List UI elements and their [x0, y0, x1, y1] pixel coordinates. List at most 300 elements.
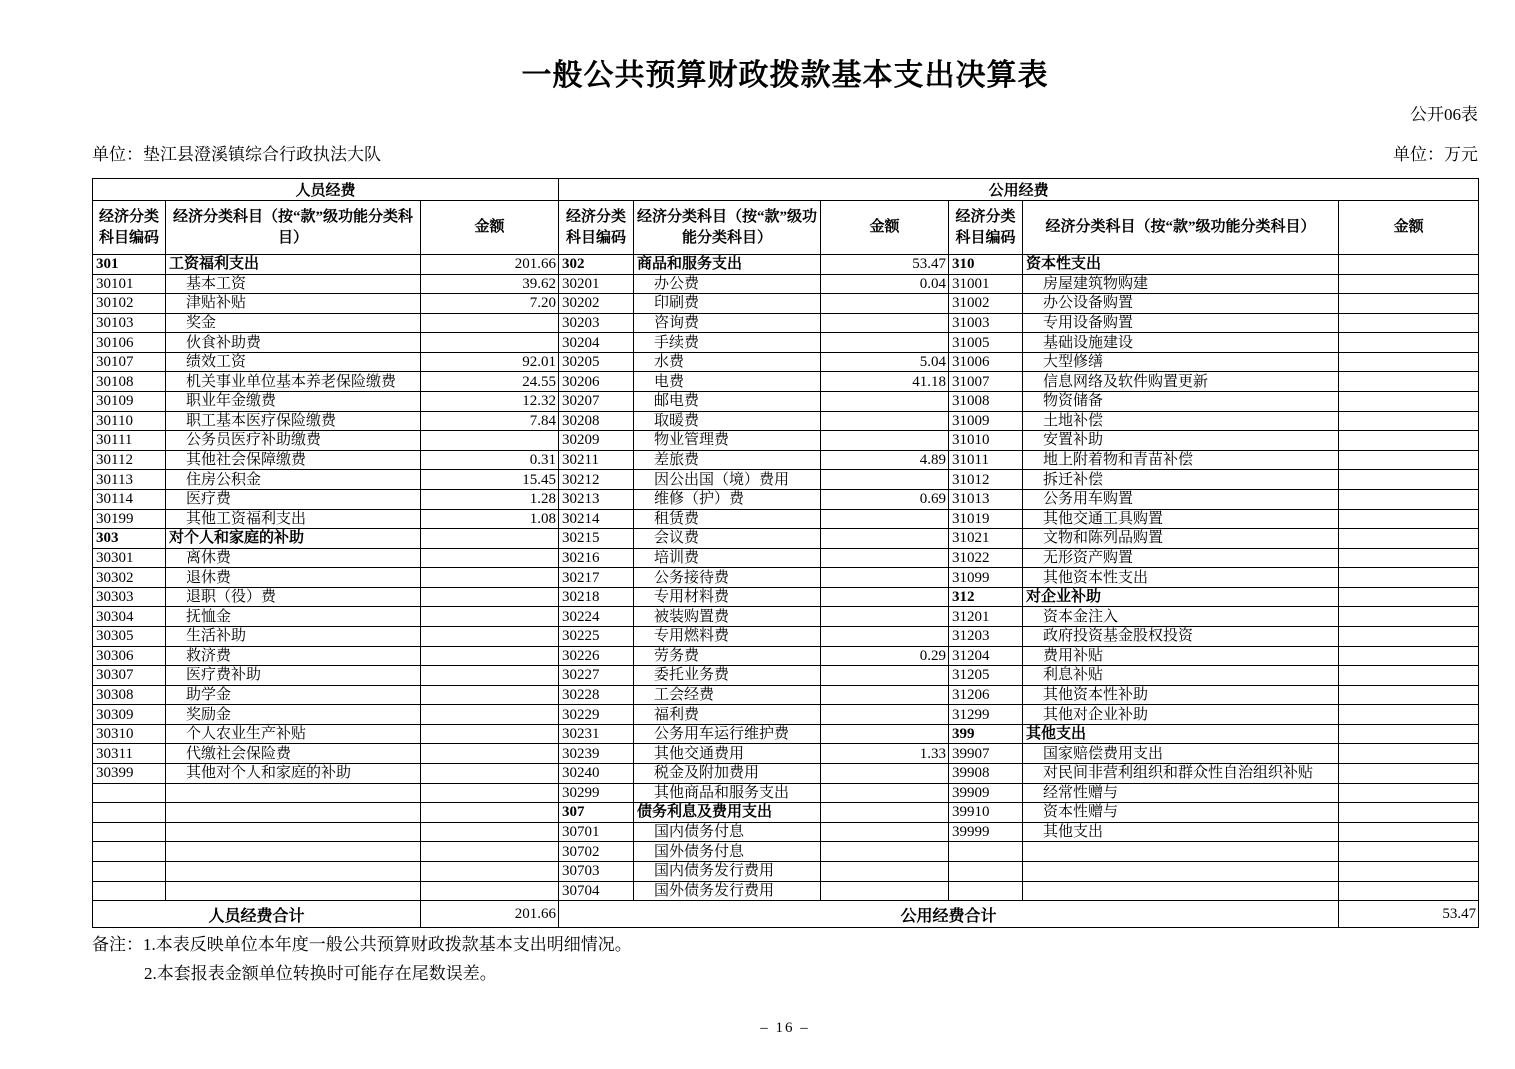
code-cell: 39909 — [949, 783, 1023, 803]
code-cell: 30226 — [559, 646, 634, 666]
code-cell: 30205 — [559, 352, 634, 372]
amount-cell: 12.32 — [421, 392, 559, 412]
amount-cell: 24.55 — [421, 372, 559, 392]
code-cell: 30229 — [559, 705, 634, 725]
amount-cell — [821, 705, 949, 725]
subject-cell: 公务接待费 — [634, 568, 821, 588]
code-cell: 31206 — [949, 685, 1023, 705]
code-cell: 301 — [93, 255, 166, 275]
amount-cell — [421, 705, 559, 725]
amount-cell: 39.62 — [421, 274, 559, 294]
notes-block — [92, 930, 632, 988]
subject-cell — [1023, 861, 1339, 881]
subject-cell: 拆迁补偿 — [1023, 470, 1339, 490]
subject-cell: 工资福利支出 — [166, 255, 421, 275]
subject-cell: 助学金 — [166, 685, 421, 705]
table-row — [93, 313, 1479, 333]
code-cell: 39907 — [949, 744, 1023, 764]
amount-cell — [821, 666, 949, 686]
amount-cell — [1339, 352, 1479, 372]
code-cell: 30299 — [559, 783, 634, 803]
code-cell — [93, 861, 166, 881]
table-row — [93, 744, 1479, 764]
code-cell: 30311 — [93, 744, 166, 764]
subject-cell: 取暖费 — [634, 411, 821, 431]
code-cell: 30106 — [93, 333, 166, 353]
amount-cell — [1339, 392, 1479, 412]
code-cell: 31204 — [949, 646, 1023, 666]
subject-cell: 医疗费 — [166, 489, 421, 509]
amount-cell — [421, 764, 559, 784]
table-row — [93, 294, 1479, 314]
code-cell: 30309 — [93, 705, 166, 725]
amount-cell — [821, 294, 949, 314]
column-header-amount: 金额 — [421, 201, 559, 255]
code-cell: 30101 — [93, 274, 166, 294]
code-cell — [93, 783, 166, 803]
code-cell: 30304 — [93, 607, 166, 627]
subject-cell: 公务员医疗补助缴费 — [166, 431, 421, 451]
amount-cell — [821, 548, 949, 568]
subject-cell: 津贴补贴 — [166, 294, 421, 314]
subject-cell: 基本工资 — [166, 274, 421, 294]
code-cell: 30199 — [93, 509, 166, 529]
subject-cell: 被装购置费 — [634, 607, 821, 627]
subject-cell: 资本性赠与 — [1023, 803, 1339, 823]
amount-cell — [1339, 431, 1479, 451]
subject-cell: 印刷费 — [634, 294, 821, 314]
subject-cell: 因公出国（境）费用 — [634, 470, 821, 490]
subject-cell: 文物和陈列品购置 — [1023, 529, 1339, 549]
amount-cell — [1339, 548, 1479, 568]
code-cell: 31005 — [949, 333, 1023, 353]
code-cell: 30301 — [93, 548, 166, 568]
table-row — [93, 881, 1479, 901]
code-cell: 31013 — [949, 489, 1023, 509]
public-total-label: 公用经费合计 — [559, 901, 1339, 928]
subject-cell: 咨询费 — [634, 313, 821, 333]
subject-cell: 物资储备 — [1023, 392, 1339, 412]
code-cell: 30108 — [93, 372, 166, 392]
code-cell — [949, 861, 1023, 881]
table-row — [93, 450, 1479, 470]
table-row — [93, 509, 1479, 529]
code-cell: 30204 — [559, 333, 634, 353]
amount-cell — [821, 881, 949, 901]
code-cell: 30213 — [559, 489, 634, 509]
amount-cell — [1339, 626, 1479, 646]
amount-cell — [421, 861, 559, 881]
amount-cell — [1339, 411, 1479, 431]
table-row — [93, 548, 1479, 568]
table-row — [93, 607, 1479, 627]
code-cell: 31201 — [949, 607, 1023, 627]
subject-cell: 费用补贴 — [1023, 646, 1339, 666]
amount-cell — [821, 607, 949, 627]
code-cell: 31012 — [949, 470, 1023, 490]
code-cell: 30112 — [93, 450, 166, 470]
code-cell: 30704 — [559, 881, 634, 901]
table-body — [93, 255, 1479, 901]
table-row — [93, 352, 1479, 372]
subject-cell: 委托业务费 — [634, 666, 821, 686]
group-header-personnel: 人员经费 — [93, 179, 559, 201]
code-cell: 30302 — [93, 568, 166, 588]
amount-cell — [1339, 274, 1479, 294]
subject-cell: 奖金 — [166, 313, 421, 333]
page-number: – 16 – — [760, 1020, 810, 1036]
amount-cell — [821, 764, 949, 784]
amount-cell: 1.33 — [821, 744, 949, 764]
amount-cell — [421, 568, 559, 588]
subject-cell: 资本金注入 — [1023, 607, 1339, 627]
column-header-code: 经济分类科目编码 — [559, 201, 634, 255]
subject-cell: 劳务费 — [634, 646, 821, 666]
table-row — [93, 392, 1479, 412]
subject-cell: 土地补偿 — [1023, 411, 1339, 431]
amount-cell — [821, 333, 949, 353]
code-cell: 30113 — [93, 470, 166, 490]
unit-currency-label: 单位：万元 — [1393, 145, 1478, 164]
code-cell: 30217 — [559, 568, 634, 588]
code-cell: 31205 — [949, 666, 1023, 686]
amount-cell — [421, 724, 559, 744]
subject-cell: 国外债务付息 — [634, 842, 821, 862]
subject-cell: 公务用车运行维护费 — [634, 724, 821, 744]
code-cell: 30303 — [93, 587, 166, 607]
code-cell: 31019 — [949, 509, 1023, 529]
amount-cell — [1339, 822, 1479, 842]
code-cell: 302 — [559, 255, 634, 275]
subject-cell: 其他交通工具购置 — [1023, 509, 1339, 529]
amount-cell — [821, 803, 949, 823]
code-cell: 30102 — [93, 294, 166, 314]
code-cell: 30212 — [559, 470, 634, 490]
amount-cell: 1.28 — [421, 489, 559, 509]
amount-cell — [1339, 313, 1479, 333]
amount-cell: 0.31 — [421, 450, 559, 470]
subject-cell: 专用设备购置 — [1023, 313, 1339, 333]
subject-cell: 会议费 — [634, 529, 821, 549]
subject-cell: 职工基本医疗保险缴费 — [166, 411, 421, 431]
amount-cell — [1339, 744, 1479, 764]
amount-cell — [821, 392, 949, 412]
subject-cell: 税金及附加费用 — [634, 764, 821, 784]
subject-cell: 其他资本性补助 — [1023, 685, 1339, 705]
subject-cell: 维修（护）费 — [634, 489, 821, 509]
amount-cell — [421, 744, 559, 764]
table-row — [93, 861, 1479, 881]
code-cell: 39908 — [949, 764, 1023, 784]
subject-cell — [1023, 881, 1339, 901]
amount-cell — [421, 313, 559, 333]
code-cell: 30228 — [559, 685, 634, 705]
code-cell: 30310 — [93, 724, 166, 744]
code-cell: 30218 — [559, 587, 634, 607]
code-cell: 30114 — [93, 489, 166, 509]
amount-cell — [421, 842, 559, 862]
code-cell: 30207 — [559, 392, 634, 412]
code-cell — [93, 842, 166, 862]
code-cell: 30110 — [93, 411, 166, 431]
amount-cell: 4.89 — [821, 450, 949, 470]
subject-cell: 培训费 — [634, 548, 821, 568]
subject-cell: 信息网络及软件购置更新 — [1023, 372, 1339, 392]
table-row — [93, 724, 1479, 744]
table-row — [93, 431, 1479, 451]
expenditure-table — [92, 178, 1479, 928]
table-row — [93, 685, 1479, 705]
amount-cell: 7.20 — [421, 294, 559, 314]
subject-cell: 其他对个人和家庭的补助 — [166, 764, 421, 784]
amount-cell — [1339, 861, 1479, 881]
subject-cell: 住房公积金 — [166, 470, 421, 490]
column-header-amount: 金额 — [1339, 201, 1479, 255]
personnel-total-label: 人员经费合计 — [93, 901, 421, 928]
subject-cell: 商品和服务支出 — [634, 255, 821, 275]
code-cell: 310 — [949, 255, 1023, 275]
subject-cell: 大型修缮 — [1023, 352, 1339, 372]
table-row — [93, 764, 1479, 784]
column-header-subject: 经济分类科目（按“款”级功能分类科目） — [634, 201, 821, 255]
code-cell: 30227 — [559, 666, 634, 686]
subject-cell: 离休费 — [166, 548, 421, 568]
subject-cell: 对企业补助 — [1023, 587, 1339, 607]
amount-cell — [821, 861, 949, 881]
note-line: 备注：1.本表反映单位本年度一般公共预算财政拨款基本支出明细情况。 — [92, 935, 632, 954]
subject-cell: 对个人和家庭的补助 — [166, 529, 421, 549]
table-row — [93, 255, 1479, 275]
amount-cell — [421, 626, 559, 646]
subject-cell: 国外债务发行费用 — [634, 881, 821, 901]
subject-cell: 绩效工资 — [166, 352, 421, 372]
code-cell: 303 — [93, 529, 166, 549]
amount-cell — [1339, 646, 1479, 666]
code-cell: 30702 — [559, 842, 634, 862]
amount-cell — [421, 803, 559, 823]
totals-row — [93, 901, 1479, 928]
subject-cell: 水费 — [634, 352, 821, 372]
amount-cell — [1339, 842, 1479, 862]
table-row — [93, 803, 1479, 823]
subject-cell: 政府投资基金股权投资 — [1023, 626, 1339, 646]
amount-cell — [821, 783, 949, 803]
code-cell: 399 — [949, 724, 1023, 744]
table-row — [93, 529, 1479, 549]
subject-cell: 退休费 — [166, 568, 421, 588]
column-header-row — [93, 201, 1479, 255]
subject-cell: 其他社会保障缴费 — [166, 450, 421, 470]
subject-cell: 个人农业生产补贴 — [166, 724, 421, 744]
table-code-label: 公开06表 — [1410, 105, 1478, 124]
subject-cell: 差旅费 — [634, 450, 821, 470]
amount-cell — [1339, 294, 1479, 314]
code-cell: 30307 — [93, 666, 166, 686]
amount-cell — [1339, 803, 1479, 823]
table-row — [93, 783, 1479, 803]
table-row — [93, 842, 1479, 862]
subject-cell: 专用燃料费 — [634, 626, 821, 646]
amount-cell — [1339, 450, 1479, 470]
code-cell: 30308 — [93, 685, 166, 705]
subject-cell: 医疗费补助 — [166, 666, 421, 686]
amount-cell — [1339, 509, 1479, 529]
subject-cell: 电费 — [634, 372, 821, 392]
amount-cell: 92.01 — [421, 352, 559, 372]
amount-cell — [1339, 529, 1479, 549]
table-row — [93, 822, 1479, 842]
subject-cell: 邮电费 — [634, 392, 821, 412]
code-cell: 30703 — [559, 861, 634, 881]
amount-cell: 5.04 — [821, 352, 949, 372]
amount-cell — [421, 548, 559, 568]
code-cell: 30103 — [93, 313, 166, 333]
code-cell: 30208 — [559, 411, 634, 431]
unit-name-label: 单位：垫江县澄溪镇综合行政执法大队 — [92, 145, 381, 164]
amount-cell: 201.66 — [421, 255, 559, 275]
subject-cell: 抚恤金 — [166, 607, 421, 627]
amount-cell — [421, 666, 559, 686]
code-cell: 312 — [949, 587, 1023, 607]
group-header-row — [93, 179, 1479, 201]
subject-cell: 退职（役）费 — [166, 587, 421, 607]
code-cell: 31002 — [949, 294, 1023, 314]
amount-cell — [821, 626, 949, 646]
amount-cell — [421, 431, 559, 451]
amount-cell — [821, 587, 949, 607]
code-cell: 31003 — [949, 313, 1023, 333]
subject-cell: 安置补助 — [1023, 431, 1339, 451]
amount-cell — [821, 313, 949, 333]
code-cell: 30231 — [559, 724, 634, 744]
amount-cell — [821, 411, 949, 431]
code-cell: 30306 — [93, 646, 166, 666]
amount-cell: 41.18 — [821, 372, 949, 392]
subject-cell: 生活补助 — [166, 626, 421, 646]
amount-cell — [1339, 724, 1479, 744]
subject-cell: 其他对企业补助 — [1023, 705, 1339, 725]
code-cell: 30214 — [559, 509, 634, 529]
group-header-public: 公用经费 — [559, 179, 1479, 201]
table-row — [93, 705, 1479, 725]
amount-cell — [1339, 568, 1479, 588]
amount-cell — [821, 568, 949, 588]
subject-cell: 救济费 — [166, 646, 421, 666]
table-row — [93, 274, 1479, 294]
amount-cell — [1339, 255, 1479, 275]
code-cell: 30239 — [559, 744, 634, 764]
column-header-subject: 经济分类科目（按“款”级功能分类科目） — [1023, 201, 1339, 255]
subject-cell: 专用材料费 — [634, 587, 821, 607]
amount-cell — [421, 685, 559, 705]
subject-cell — [166, 822, 421, 842]
code-cell: 31007 — [949, 372, 1023, 392]
code-cell: 30203 — [559, 313, 634, 333]
subject-cell: 奖励金 — [166, 705, 421, 725]
subject-cell: 国家赔偿费用支出 — [1023, 744, 1339, 764]
subject-cell: 无形资产购置 — [1023, 548, 1339, 568]
code-cell — [949, 881, 1023, 901]
code-cell: 30107 — [93, 352, 166, 372]
code-cell: 30224 — [559, 607, 634, 627]
table-row — [93, 470, 1479, 490]
amount-cell — [1339, 764, 1479, 784]
code-cell: 30201 — [559, 274, 634, 294]
code-cell: 30215 — [559, 529, 634, 549]
code-cell: 30211 — [559, 450, 634, 470]
code-cell: 31021 — [949, 529, 1023, 549]
column-header-code: 经济分类科目编码 — [949, 201, 1023, 255]
amount-cell — [1339, 333, 1479, 353]
code-cell: 30216 — [559, 548, 634, 568]
note-line: 2.本套报表金额单位转换时可能存在尾数误差。 — [144, 964, 497, 983]
subject-cell — [166, 783, 421, 803]
table-row — [93, 626, 1479, 646]
amount-cell — [821, 470, 949, 490]
amount-cell — [421, 881, 559, 901]
code-cell: 30701 — [559, 822, 634, 842]
code-cell: 30225 — [559, 626, 634, 646]
code-cell — [93, 803, 166, 823]
amount-cell — [421, 607, 559, 627]
code-cell: 31008 — [949, 392, 1023, 412]
table-row — [93, 568, 1479, 588]
code-cell: 31001 — [949, 274, 1023, 294]
amount-cell — [1339, 666, 1479, 686]
amount-cell — [1339, 685, 1479, 705]
amount-cell — [821, 685, 949, 705]
subject-cell: 其他支出 — [1023, 724, 1339, 744]
subject-cell — [166, 861, 421, 881]
amount-cell — [1339, 783, 1479, 803]
page-title: 一般公共预算财政拨款基本支出决算表 — [521, 59, 1049, 92]
subject-cell: 债务利息及费用支出 — [634, 803, 821, 823]
subject-cell: 公务用车购置 — [1023, 489, 1339, 509]
code-cell: 30240 — [559, 764, 634, 784]
amount-cell — [821, 509, 949, 529]
code-cell: 39910 — [949, 803, 1023, 823]
subject-cell: 房屋建筑物购建 — [1023, 274, 1339, 294]
amount-cell — [1339, 705, 1479, 725]
subject-cell: 地上附着物和青苗补偿 — [1023, 450, 1339, 470]
subject-cell: 其他交通费用 — [634, 744, 821, 764]
code-cell: 31022 — [949, 548, 1023, 568]
amount-cell — [1339, 587, 1479, 607]
table-row — [93, 587, 1479, 607]
amount-cell — [1339, 372, 1479, 392]
code-cell: 30305 — [93, 626, 166, 646]
code-cell: 30209 — [559, 431, 634, 451]
amount-cell — [1339, 607, 1479, 627]
subject-cell: 其他支出 — [1023, 822, 1339, 842]
subject-cell: 代缴社会保险费 — [166, 744, 421, 764]
amount-cell: 0.69 — [821, 489, 949, 509]
subject-cell: 职业年金缴费 — [166, 392, 421, 412]
table-row — [93, 646, 1479, 666]
amount-cell — [821, 431, 949, 451]
code-cell: 30399 — [93, 764, 166, 784]
subject-cell: 伙食补助费 — [166, 333, 421, 353]
subject-cell: 机关事业单位基本养老保险缴费 — [166, 372, 421, 392]
column-header-subject: 经济分类科目（按“款”级功能分类科目） — [166, 201, 421, 255]
subject-cell: 物业管理费 — [634, 431, 821, 451]
amount-cell: 7.84 — [421, 411, 559, 431]
subject-cell: 其他工资福利支出 — [166, 509, 421, 529]
amount-cell: 15.45 — [421, 470, 559, 490]
amount-cell: 0.29 — [821, 646, 949, 666]
code-cell — [93, 822, 166, 842]
table-row — [93, 372, 1479, 392]
